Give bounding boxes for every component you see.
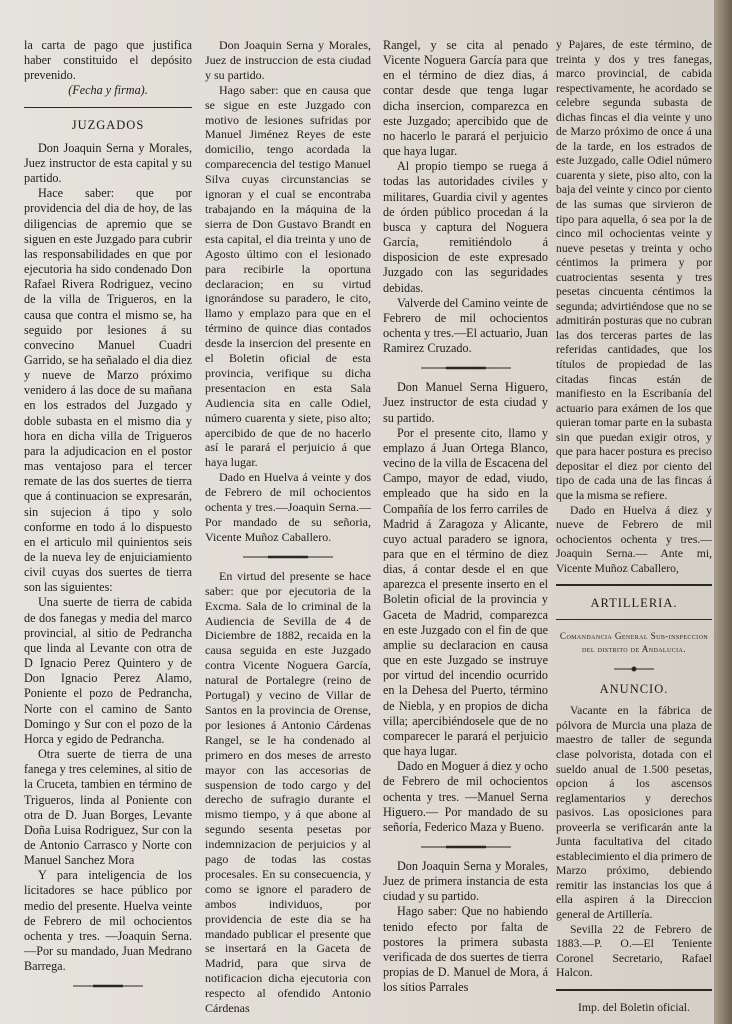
divider: [556, 619, 712, 620]
notice-body: Dado en Huelva á diez y nueve de Febrero de mil ochocientos ochenta y tres.— Joaquin Serna.— Ante mi, Vicente Muñoz Caballero,: [556, 503, 712, 575]
notice-body: Sevilla 22 de Febrero de 1883.—P. O.—El Teniente Coronel Secretario, Rafael Halcon.: [556, 922, 712, 980]
notice-body: En virtud del presente se hace saber: que por ejecutoria de la Excma. Sala de lo criminal de la Audiencia de Sevilla de 4 de Diciembre de 1882, recaida en la causa seguida en este Juzgado contra Vicente Noguera García, natural de Portalegre (reino de Portugal) y vecino de Villar de Santos en la provincia de Orense, por lesiones á Antonio Cárdenas Rangel, se le ha condenado al primero en dos meses de arresto mayor con las accesorias de suspension de todo cargo y del derecho de sufragio durante el mismo tiempo, y á que abone al segundo sesenta pesetas por indemnizacion de perjuicios y al pago de todas las costas procesales. En su consecuencia, y como se ignore el paradero de ambos individuos, por providencia de este dia se ha mandado publicar el presente que se insertará en la Gaceta de Madrid, para que sirva de notificacion dicha ejecutoria con respecto al ofendido Antonio Cárdenas: [205, 568, 371, 1016]
page-edge: [714, 0, 732, 1024]
notice-title: Don Joaquin Serna y Morales, Juez de instruccion de esta ciudad y su partido.: [205, 38, 371, 82]
column-2: [205, 38, 371, 1016]
notice-body: Por el presente cito, llamo y emplazo á Juan Ortega Blanco, vecino de la villa de Escacena del Campo, mayor de edad, viudo, empleado que ha sido en la Compañía de los ferro carriles de Madrid á Zaragoza y Alicante, cuyo actual paradero se ignora, para que en el término de diez dias, á contar desde el en que aparezca el presente inserto en el Boletin oficial de la provincia y Gaceta de Madrid, comparezca en este Juzgado con el fin de que amplie su declaracion en causa que en este Juzgado se instruye por virtud del incendio ocurrido en la Dehesa del Puerto, término de Niebla, y en propios de dicha villa; apercibiéndosele que de no comparecer le parará el perjuicio que haya lugar.: [383, 425, 548, 759]
notice-title: Don Manuel Serna Higuero, Juez instructor de esta ciudad y su partido.: [383, 380, 548, 425]
notice-title: Don Joaquin Serna y Morales, Juez de primera instancia de esta ciudad y su partido.: [383, 858, 548, 904]
column-4: [556, 38, 712, 1015]
notice-body: y Pajares, de este término, de treinta y dos y tres fanegas, marco provincial, de cabida respectivamente, he acordado se celebre segunda subasta de dichas fincas el dia veinte y uno de Marzo próximo de once á una de la tarde, en los estrados de este Juzgado, calle Odiel número cuarenta y siete, piso alto, con la baja del veinte y cinco por ciento de las sumas que sirvieron de tipo para aquella, ó sea por la de cinco mil ochocientas veinte y nueve pesetas y treinta y ocho céntimos la primera y por cuatrocientas sesenta y tres pesetas cincuenta céntimos la segunda; advirtiéndose que no se admitirán posturas que no cubran las dos terceras partes de las referidas cantidades, que los títulos de propiedad de las citadas fincas están de manifiesto en la Escribanía del actuario para exámen de los que quieran tomar parte en la subasta sin que puedan exigir otros, y que para hacer postura es preciso depositar el diez por ciento del tipo de cada una de las fincas á que la misma se refiere.: [556, 38, 712, 502]
notice-body: Y para inteligencia de los licitadores se hace público por medio del presente. Huelva veinte de Febrero de mil ochocientos ochenta y tres. —Joaquin Serna.—Por su mandado, Juan Medrano Barrega.: [24, 868, 192, 974]
section-subheading: Comandancia General Sub-inspeccion del distrito de Andalucia.: [559, 630, 709, 654]
notice-body: Una suerte de tierra de cabida de dos fanegas y media del marco provincial, al sitio de Pedrancha que linda al Levante con otra de D Ignacio Perez Quintero y de Don Ignacio Perez Alamo, Poniente el pozo de Pedrancha, Norte con el camino de Santo Domingo y Sur con el pozo de la Horca y egido de Pedrancha.: [24, 595, 192, 746]
divider: [556, 989, 712, 991]
ornament-divider: [73, 983, 143, 989]
section-heading: ARTILLERIA.: [590, 596, 678, 611]
notice-body: Hago saber: Que no habiendo tenido efecto por falta de postores la primera subasta verificada de dos suertes de tierra propias de D. Manuel de Mora, á los sitios Parrales: [383, 904, 548, 995]
notice-body: Valverde del Camino veinte de Febrero de mil ochocientos ochenta y tres.—El actuario, Juan Ramirez Cruzado.: [383, 295, 548, 356]
divider: [556, 584, 712, 586]
notice-title: Don Joaquin Serna y Morales, Juez instructor de esta capital y su partido.: [24, 140, 192, 186]
section-heading: JUZGADOS: [71, 117, 145, 132]
ornament-divider: [243, 554, 333, 560]
notice-body: Rangel, y se cita al penado Vicente Noguera García para que en el término de diez dias, á contar desde que tenga lugar dicha insercion, comparezca en este Juzgado; apercibido que de no hacerlo le parará el perjuicio que haya lugar.: [383, 38, 548, 159]
column-3: [383, 38, 548, 995]
notice-body: Otra suerte de tierra de una fanega y tres celemines, al sitio de la Cruceta, tambien en término de Trigueros, linda al Poniente con otra de D. Juan Borges, Levante Doña Luisa Rodriguez, Sur con la de Antonio Carrasco y Norte con Manuel Sanchez Mora: [24, 747, 192, 868]
ornament-divider: [421, 365, 511, 371]
notice-body: Dado en Moguer á diez y ocho de Febrero de mil ochocientos ochenta y tres. —Manuel Serna Higuero.— Por mandado de su señoría, Federico Maza y Bueno.: [383, 759, 548, 834]
notice-fragment: la carta de pago que justifica haber constituido el depósito prevenido.: [24, 38, 192, 83]
ornament-divider: [614, 665, 654, 673]
notice-body: Dado en Huelva á veinte y dos de Febrero de mil ochocientos ochenta y tres.—Joaquin Serna.—Por mandado de su señoria, Vicente Muñoz Caballero.: [205, 470, 371, 544]
notice-body: Hago saber: que en causa que se sigue en este Juzgado con motivo de lesiones sufridas por Manuel Jiménez Reyes de este domicilio, tengo acordada la comparecencia del testigo Manuel Silva cuyas circunstancias se ignoran y el cual se encontraba trabajando en la máquina de la sierra de Don Gustavo Brandt en esta capital, el dia treinta y uno de Agosto último con el lesionado para recibirle la oportuna declaracion; en su virtud ignorándose su paradero, le cito, llamo y emplazo para que en el término de quince dias contados desde la insercion del presente en el Boletin oficial de esta provincia, verifique su dicha presentacion en esta Sala Audiencia sita en calle Odiel, número cuarenta y siete, piso alto; apercibido de que de no hacerlo así le parará el perjuicio á que haya lugar.: [205, 82, 371, 470]
notice-body: Al propio tiempo se ruega á todas las autoridades civiles y militares, Guardia civil y agentes de órden público procedan á la busca y captura del Noguera García, remitiéndolo á disposicion de este expresado Juzgado con las seguridades debidas.: [383, 159, 548, 295]
announcement-heading: ANUNCIO.: [599, 681, 669, 696]
signature-note: (Fecha y firma).: [68, 83, 148, 98]
printer-footer: Imp. del Boletin oficial.: [578, 1000, 690, 1014]
divider: [24, 107, 192, 108]
column-1: [24, 38, 192, 998]
ornament-divider: [421, 844, 511, 850]
notice-body: Hace saber: que por providencia del dia de hoy, de las diligencias de apremio que se siguen en este Juzgado para cubrir las responsabilidades en que por ejecutoria ha sido condenado Don Rafael Rivera Rodriguez, vecino de la villa de Trigueros, en la causa que contra el mismo se, ha seguido por lesiones á su convecino Manuel Cuadri Garrido, se ha señalado el dia diez y nueve de Marzo próximo venidero á las doce de su mañana en los estrados del Juzgado y doble subasta en el mismo dia y hora en dicha villa de Trigueros para la adjudicacion en el postor mas ventajoso para el tercer remate de las dos suertes de tierra que á continuacion se expresarán, sin sujecion á tipo y solo conforme en todo á lo dispuesto en el articulo mil quinientos seis de la nueva ley de enjuiciamiento civil cuyas dos suertes de tierra son las siguientes:: [24, 186, 192, 595]
notice-body: Vacante en la fábrica de pólvora de Murcia una plaza de maestro de taller de segunda clase polvorista, dotada con el sueldo anual de 1.500 pesetas, opcion á los ascensos reglamentarios y derechos pasivos. Las oposiciones para proveerla se verificarán ante la Junta facultativa del citado establecimiento el dia primero de Marzo próximo, debiendo remitir las instancias los que á ella aspiren á la Direccion general de Artillería.: [556, 704, 712, 921]
